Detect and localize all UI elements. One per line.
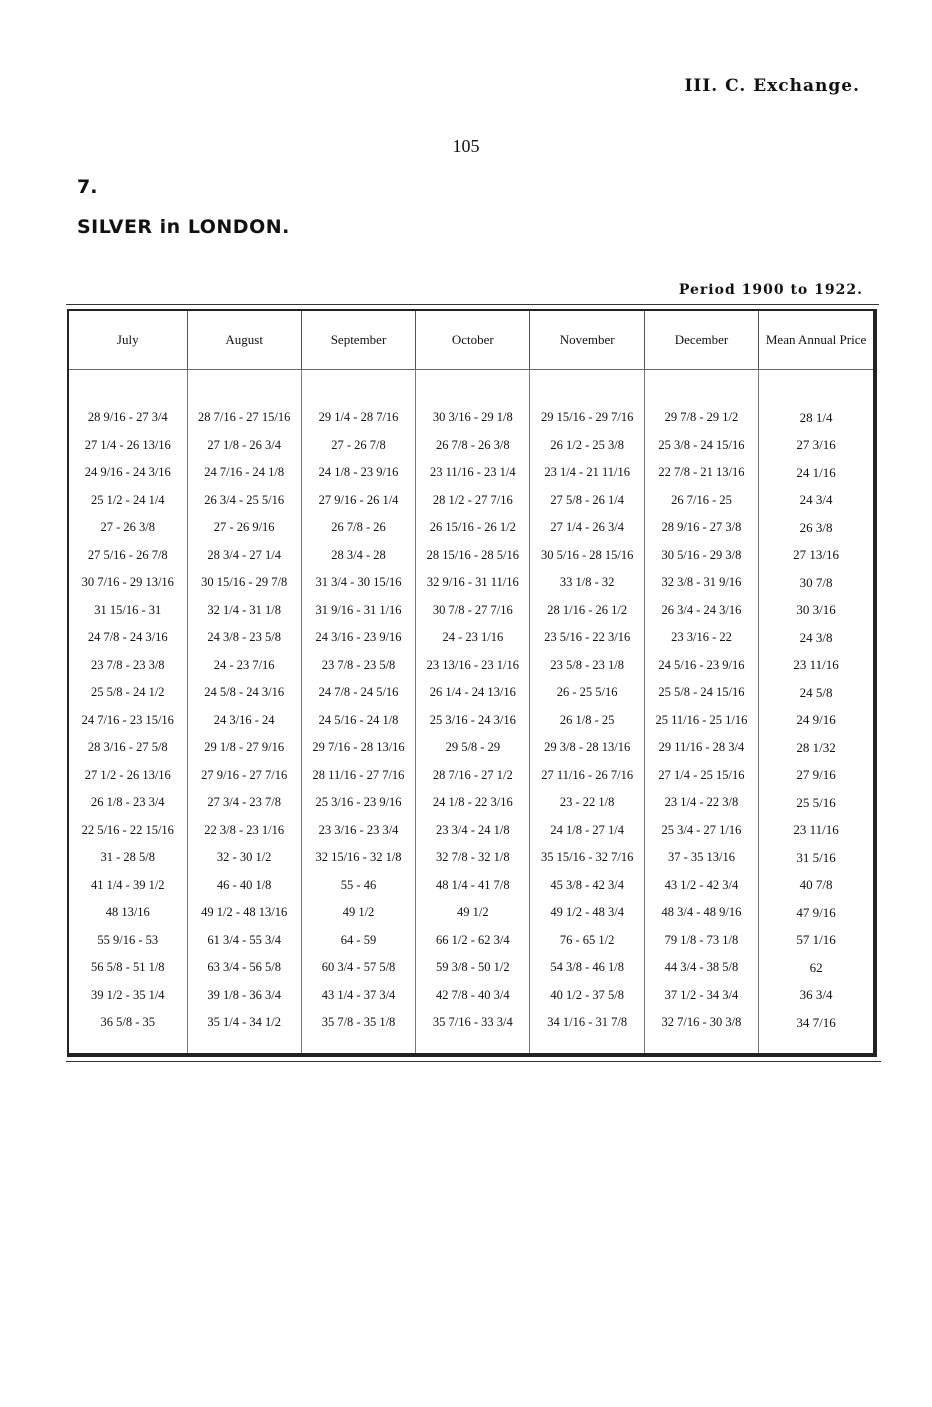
cell-october: 26 15/16 - 26 1/2 (416, 514, 530, 542)
cell-july: 25 5/8 - 24 1/2 (69, 679, 187, 707)
table-row (69, 624, 873, 652)
cell-august: 27 3/4 - 23 7/8 (187, 789, 301, 817)
cell-august: 26 3/4 - 25 5/16 (187, 487, 301, 515)
table-row (69, 734, 873, 762)
cell-july: 26 1/8 - 23 3/4 (69, 789, 187, 817)
table-row (69, 404, 873, 432)
cell-november: 49 1/2 - 48 3/4 (530, 899, 644, 927)
cell-august: 28 7/16 - 27 15/16 (187, 404, 301, 432)
cell-december: 26 3/4 - 24 3/16 (644, 597, 758, 625)
cell-october: 28 1/2 - 27 7/16 (416, 487, 530, 515)
cell-july: 36 5/8 - 35 (69, 1009, 187, 1037)
cell-august: 22 3/8 - 23 1/16 (187, 817, 301, 845)
table-row (69, 432, 873, 460)
cell-july: 28 9/16 - 27 3/4 (69, 404, 187, 432)
cell-december: 23 3/16 - 22 (644, 624, 758, 652)
cell-mean-annual-price: 30 3/16 (796, 602, 836, 618)
cell-july: 24 7/16 - 23 15/16 (69, 707, 187, 735)
cell-september: 28 11/16 - 27 7/16 (301, 762, 415, 790)
table-row (69, 707, 873, 735)
cell-december: 48 3/4 - 48 9/16 (644, 899, 758, 927)
column-header-december: December (644, 311, 758, 370)
table-row (69, 569, 873, 597)
cell-september: 24 3/16 - 23 9/16 (301, 624, 415, 652)
cell-december: 26 7/16 - 25 (644, 487, 758, 515)
cell-september: 29 7/16 - 28 13/16 (301, 734, 415, 762)
cell-mean-annual-price: 24 9/16 (796, 712, 836, 728)
cell-september: 32 15/16 - 32 1/8 (301, 844, 415, 872)
table-row (69, 597, 873, 625)
cell-august: 29 1/8 - 27 9/16 (187, 734, 301, 762)
cell-september: 28 3/4 - 28 (301, 542, 415, 570)
column-header-november: November (530, 311, 644, 370)
cell-november: 23 5/16 - 22 3/16 (530, 624, 644, 652)
cell-october: 32 9/16 - 31 11/16 (416, 569, 530, 597)
table-filler-row (69, 1037, 873, 1054)
cell-october: 26 7/8 - 26 3/8 (416, 432, 530, 460)
table-header-row (69, 311, 873, 370)
cell-august: 28 3/4 - 27 1/4 (187, 542, 301, 570)
column-header-august: August (187, 311, 301, 370)
silver-price-table-frame (67, 309, 877, 1057)
cell-october: 30 3/16 - 29 1/8 (416, 404, 530, 432)
table-row (69, 459, 873, 487)
cell-october: 48 1/4 - 41 7/8 (416, 872, 530, 900)
cell-september: 29 1/4 - 28 7/16 (301, 404, 415, 432)
cell-december: 25 5/8 - 24 15/16 (644, 679, 758, 707)
cell-december: 24 5/16 - 23 9/16 (644, 652, 758, 680)
table-row (69, 899, 873, 927)
cell-october: 29 5/8 - 29 (416, 734, 530, 762)
cell-mean-annual-price: 30 7/8 (799, 574, 833, 590)
cell-mean-annual-price: 62 (809, 959, 823, 975)
table-title: SILVER in LONDON. (77, 216, 290, 238)
table-row (69, 762, 873, 790)
cell-july: 55 9/16 - 53 (69, 927, 187, 955)
table-row (69, 954, 873, 982)
table-row (69, 487, 873, 515)
cell-september: 23 7/8 - 23 5/8 (301, 652, 415, 680)
cell-september: 35 7/8 - 35 1/8 (301, 1009, 415, 1037)
cell-mean-annual-price: 28 1/4 (799, 409, 833, 425)
cell-october: 28 15/16 - 28 5/16 (416, 542, 530, 570)
cell-mean-annual-price: 24 3/8 (799, 629, 833, 645)
cell-october: 23 3/4 - 24 1/8 (416, 817, 530, 845)
cell-october: 32 7/8 - 32 1/8 (416, 844, 530, 872)
cell-july: 41 1/4 - 39 1/2 (69, 872, 187, 900)
cell-november: 30 5/16 - 28 15/16 (530, 542, 644, 570)
cell-mean-annual-price: 25 5/16 (796, 794, 836, 810)
cell-mean-annual-price: 26 3/8 (799, 519, 833, 535)
column-header-october: October (416, 311, 530, 370)
cell-mean-annual-price: 47 9/16 (796, 904, 836, 920)
table-row (69, 679, 873, 707)
cell-september: 55 - 46 (301, 872, 415, 900)
cell-july: 24 7/8 - 24 3/16 (69, 624, 187, 652)
page-number: 105 (452, 136, 480, 156)
cell-september: 24 5/16 - 24 1/8 (301, 707, 415, 735)
cell-july: 56 5/8 - 51 1/8 (69, 954, 187, 982)
cell-october: 66 1/2 - 62 3/4 (416, 927, 530, 955)
cell-august: 30 15/16 - 29 7/8 (187, 569, 301, 597)
cell-october: 23 11/16 - 23 1/4 (416, 459, 530, 487)
cell-july: 27 1/4 - 26 13/16 (69, 432, 187, 460)
cell-december: 29 7/8 - 29 1/2 (644, 404, 758, 432)
cell-december: 27 1/4 - 25 15/16 (644, 762, 758, 790)
cell-july: 27 1/2 - 26 13/16 (69, 762, 187, 790)
cell-september: 27 9/16 - 26 1/4 (301, 487, 415, 515)
column-header-mean-annual-price: Mean Annual Price (759, 311, 873, 370)
cell-november: 29 3/8 - 28 13/16 (530, 734, 644, 762)
cell-mean-annual-price: 23 11/16 (793, 657, 839, 673)
cell-august: 39 1/8 - 36 3/4 (187, 982, 301, 1010)
cell-september: 25 3/16 - 23 9/16 (301, 789, 415, 817)
cell-july: 24 9/16 - 24 3/16 (69, 459, 187, 487)
section-header: III. C. Exchange. (684, 76, 860, 96)
cell-mean-annual-price: 24 3/4 (799, 492, 833, 508)
cell-december: 44 3/4 - 38 5/8 (644, 954, 758, 982)
cell-november: 27 1/4 - 26 3/4 (530, 514, 644, 542)
cell-august: 27 1/8 - 26 3/4 (187, 432, 301, 460)
cell-july: 30 7/16 - 29 13/16 (69, 569, 187, 597)
cell-august: 27 - 26 9/16 (187, 514, 301, 542)
cell-september: 31 3/4 - 30 15/16 (301, 569, 415, 597)
cell-october: 35 7/16 - 33 3/4 (416, 1009, 530, 1037)
table-row (69, 1009, 873, 1037)
cell-december: 25 3/4 - 27 1/16 (644, 817, 758, 845)
cell-july: 23 7/8 - 23 3/8 (69, 652, 187, 680)
cell-july: 25 1/2 - 24 1/4 (69, 487, 187, 515)
cell-september: 31 9/16 - 31 1/16 (301, 597, 415, 625)
cell-september: 24 1/8 - 23 9/16 (301, 459, 415, 487)
cell-mean-annual-price: 27 9/16 (796, 767, 836, 783)
cell-october: 28 7/16 - 27 1/2 (416, 762, 530, 790)
cell-september: 23 3/16 - 23 3/4 (301, 817, 415, 845)
cell-november: 76 - 65 1/2 (530, 927, 644, 955)
cell-august: 24 5/8 - 24 3/16 (187, 679, 301, 707)
cell-december: 23 1/4 - 22 3/8 (644, 789, 758, 817)
cell-november: 23 - 22 1/8 (530, 789, 644, 817)
cell-december: 37 1/2 - 34 3/4 (644, 982, 758, 1010)
cell-july: 39 1/2 - 35 1/4 (69, 982, 187, 1010)
cell-november: 54 3/8 - 46 1/8 (530, 954, 644, 982)
cell-november: 26 1/2 - 25 3/8 (530, 432, 644, 460)
cell-july: 48 13/16 (69, 899, 187, 927)
cell-december: 25 3/8 - 24 15/16 (644, 432, 758, 460)
cell-mean-annual-price: 28 1/32 (796, 739, 836, 755)
cell-september: 64 - 59 (301, 927, 415, 955)
cell-december: 29 11/16 - 28 3/4 (644, 734, 758, 762)
cell-october: 30 7/8 - 27 7/16 (416, 597, 530, 625)
cell-october: 59 3/8 - 50 1/2 (416, 954, 530, 982)
cell-august: 63 3/4 - 56 5/8 (187, 954, 301, 982)
cell-mean-annual-price: 36 3/4 (799, 987, 833, 1003)
cell-september: 49 1/2 (301, 899, 415, 927)
cell-november: 40 1/2 - 37 5/8 (530, 982, 644, 1010)
cell-november: 24 1/8 - 27 1/4 (530, 817, 644, 845)
cell-november: 27 5/8 - 26 1/4 (530, 487, 644, 515)
table-row (69, 652, 873, 680)
cell-august: 46 - 40 1/8 (187, 872, 301, 900)
cell-july: 27 - 26 3/8 (69, 514, 187, 542)
cell-november: 23 5/8 - 23 1/8 (530, 652, 644, 680)
cell-mean-annual-price: 34 7/16 (796, 1014, 836, 1030)
cell-mean-annual-price: 27 3/16 (796, 437, 836, 453)
cell-november: 23 1/4 - 21 11/16 (530, 459, 644, 487)
table-row (69, 982, 873, 1010)
cell-august: 27 9/16 - 27 7/16 (187, 762, 301, 790)
table-number: 7. (77, 176, 98, 198)
cell-august: 32 - 30 1/2 (187, 844, 301, 872)
cell-july: 28 3/16 - 27 5/8 (69, 734, 187, 762)
cell-december: 32 3/8 - 31 9/16 (644, 569, 758, 597)
cell-december: 25 11/16 - 25 1/16 (644, 707, 758, 735)
table-row (69, 789, 873, 817)
cell-november: 26 1/8 - 25 (530, 707, 644, 735)
cell-october: 49 1/2 (416, 899, 530, 927)
cell-december: 79 1/8 - 73 1/8 (644, 927, 758, 955)
table-row (69, 817, 873, 845)
cell-october: 25 3/16 - 24 3/16 (416, 707, 530, 735)
cell-mean-annual-price: 31 5/16 (796, 849, 836, 865)
cell-october: 23 13/16 - 23 1/16 (416, 652, 530, 680)
cell-december: 28 9/16 - 27 3/8 (644, 514, 758, 542)
cell-november: 34 1/16 - 31 7/8 (530, 1009, 644, 1037)
cell-august: 24 3/8 - 23 5/8 (187, 624, 301, 652)
cell-august: 32 1/4 - 31 1/8 (187, 597, 301, 625)
cell-october: 24 1/8 - 22 3/16 (416, 789, 530, 817)
cell-mean-annual-price: 24 5/8 (799, 684, 833, 700)
column-header-july: July (69, 311, 187, 370)
cell-october: 24 - 23 1/16 (416, 624, 530, 652)
cell-december: 43 1/2 - 42 3/4 (644, 872, 758, 900)
table-body (69, 370, 873, 1054)
cell-august: 49 1/2 - 48 13/16 (187, 899, 301, 927)
cell-december: 32 7/16 - 30 3/8 (644, 1009, 758, 1037)
cell-july: 27 5/16 - 26 7/8 (69, 542, 187, 570)
cell-december: 37 - 35 13/16 (644, 844, 758, 872)
cell-november: 27 11/16 - 26 7/16 (530, 762, 644, 790)
cell-november: 35 15/16 - 32 7/16 (530, 844, 644, 872)
cell-october: 42 7/8 - 40 3/4 (416, 982, 530, 1010)
cell-mean-annual-price: 57 1/16 (796, 932, 836, 948)
cell-mean-annual-price: 27 13/16 (793, 547, 839, 563)
cell-november: 45 3/8 - 42 3/4 (530, 872, 644, 900)
cell-august: 35 1/4 - 34 1/2 (187, 1009, 301, 1037)
period-label: Period 1900 to 1922. (678, 282, 863, 298)
cell-mean-annual-price: 24 1/16 (796, 464, 836, 480)
cell-november: 29 15/16 - 29 7/16 (530, 404, 644, 432)
silver-price-table (69, 311, 873, 1053)
cell-september: 24 7/8 - 24 5/16 (301, 679, 415, 707)
cell-september: 27 - 26 7/8 (301, 432, 415, 460)
cell-september: 26 7/8 - 26 (301, 514, 415, 542)
cell-august: 24 - 23 7/16 (187, 652, 301, 680)
table-row (69, 844, 873, 872)
cell-december: 22 7/8 - 21 13/16 (644, 459, 758, 487)
cell-november: 26 - 25 5/16 (530, 679, 644, 707)
column-header-september: September (301, 311, 415, 370)
cell-mean-annual-price: 23 11/16 (793, 822, 839, 838)
table-row (69, 872, 873, 900)
cell-september: 43 1/4 - 37 3/4 (301, 982, 415, 1010)
cell-october: 26 1/4 - 24 13/16 (416, 679, 530, 707)
cell-august: 24 7/16 - 24 1/8 (187, 459, 301, 487)
cell-august: 61 3/4 - 55 3/4 (187, 927, 301, 955)
table-row (69, 927, 873, 955)
cell-september: 60 3/4 - 57 5/8 (301, 954, 415, 982)
table-row (69, 514, 873, 542)
cell-november: 33 1/8 - 32 (530, 569, 644, 597)
table-row (69, 542, 873, 570)
table-spacer-row (69, 370, 873, 405)
cell-mean-annual-price: 40 7/8 (799, 877, 833, 893)
cell-november: 28 1/16 - 26 1/2 (530, 597, 644, 625)
cell-july: 31 - 28 5/8 (69, 844, 187, 872)
cell-july: 22 5/16 - 22 15/16 (69, 817, 187, 845)
cell-august: 24 3/16 - 24 (187, 707, 301, 735)
cell-july: 31 15/16 - 31 (69, 597, 187, 625)
cell-december: 30 5/16 - 29 3/8 (644, 542, 758, 570)
